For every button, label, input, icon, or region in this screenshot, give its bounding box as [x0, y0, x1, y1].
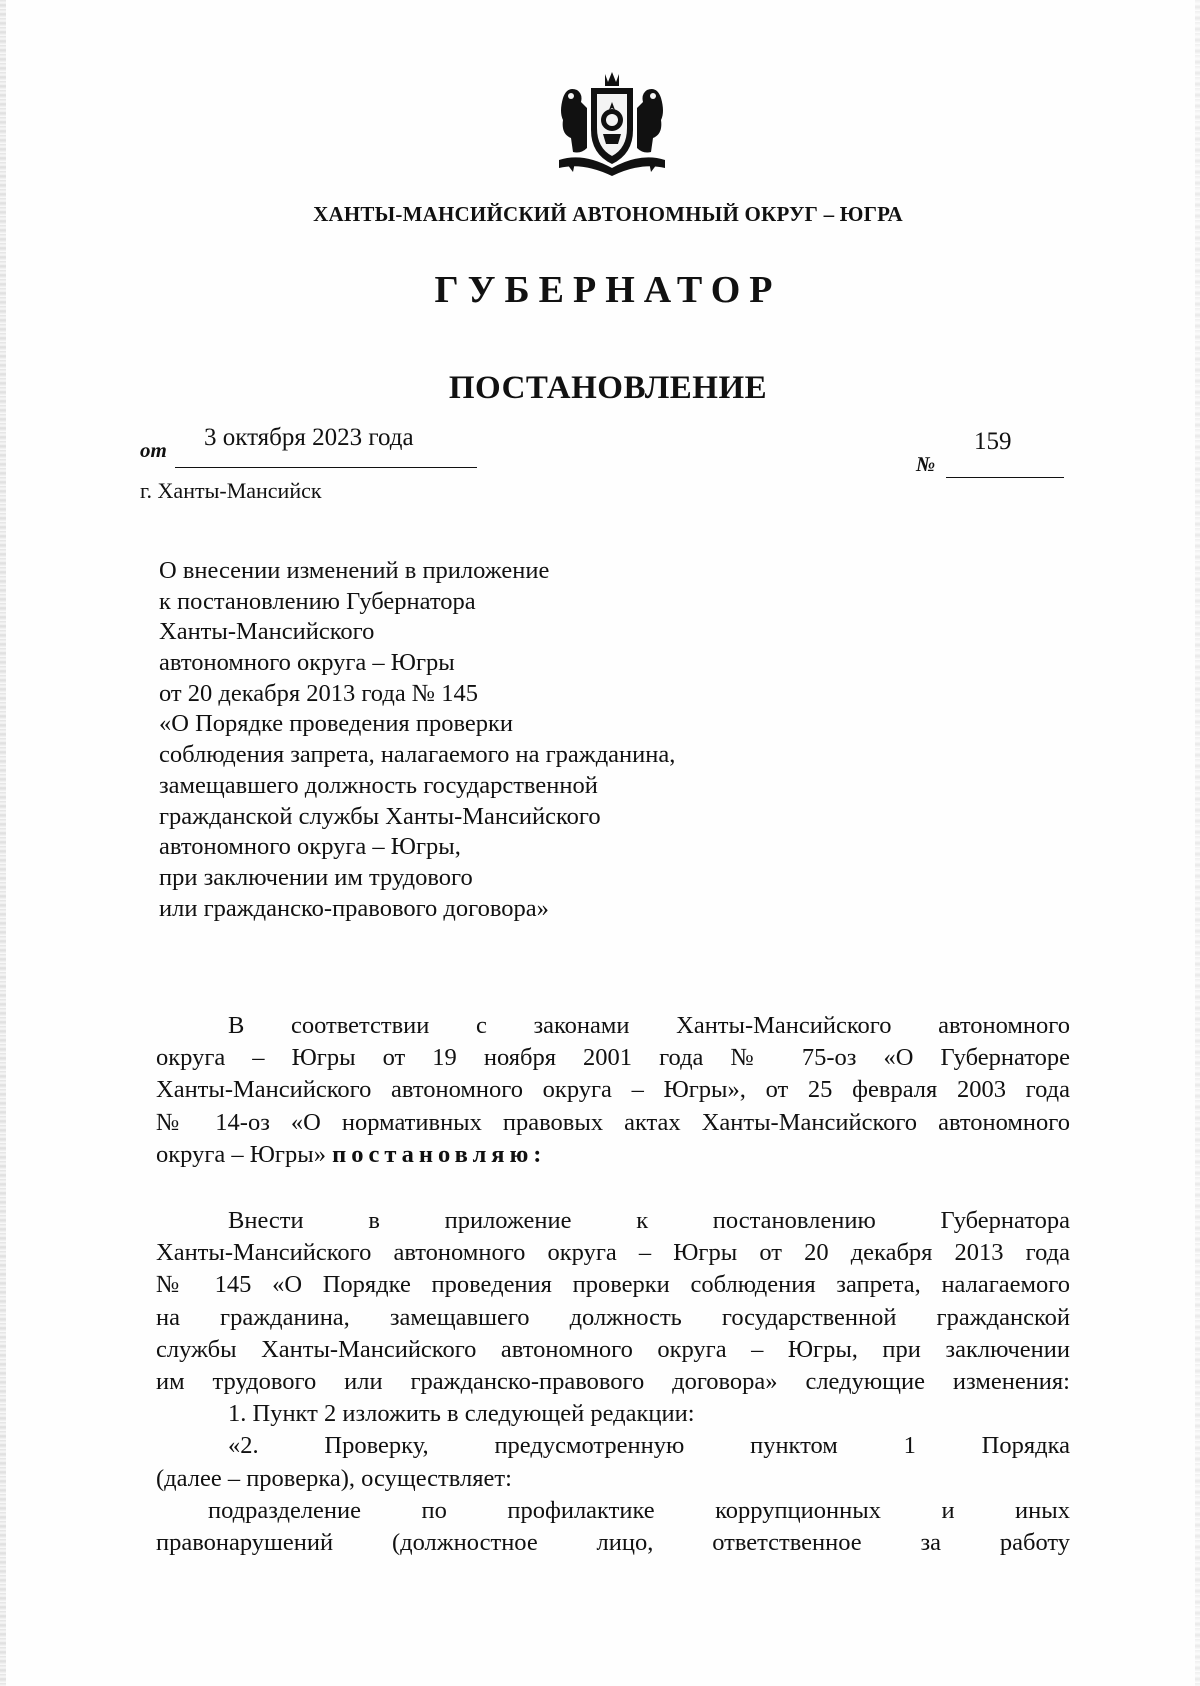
document-date: 3 октября 2023 года	[204, 424, 414, 451]
subject-line: к постановлению Губернатора	[159, 587, 476, 615]
subject-line: Ханты-Мансийского	[159, 618, 375, 646]
subject-line: соблюдения запрета, налагаемого на гражданина,	[159, 741, 676, 769]
preamble-last-line	[156, 1139, 1070, 1171]
item-line: 1. Пункт 2 изложить в следующей редакции:	[228, 1400, 695, 1428]
body-line: Ханты-Мансийского автономного округа – Югры от 20 декабря 2013 года	[156, 1239, 1070, 1267]
date-prefix: от	[140, 438, 167, 462]
subject-line: автономного округа – Югры	[159, 649, 455, 677]
subject-line: автономного округа – Югры,	[159, 833, 461, 861]
number-underline	[946, 477, 1064, 478]
subject-line: О внесении изменений в приложение	[159, 557, 550, 584]
main-paragraph	[156, 1205, 1070, 1559]
sub-line: подразделение по профилактике коррупционных и иных	[208, 1496, 1070, 1524]
region-header: ХАНТЫ-МАНСИЙСКИЙ АВТОНОМНЫЙ ОКРУГ – ЮГРА	[313, 202, 903, 226]
preamble-line: округа – Югры»	[156, 1140, 333, 1168]
subject-line: «О Порядке проведения проверки	[159, 710, 514, 738]
body-line: Внести в приложение к постановлению Губернатора	[228, 1207, 1070, 1234]
subject-line: замещавшего должность государственной	[159, 771, 598, 799]
document-number: 159	[974, 428, 1012, 455]
authority-title: ГУБЕРНАТОР	[434, 269, 782, 311]
decree-word: постановляю:	[332, 1140, 547, 1168]
body-line: № 145 «О Порядке проведения проверки соблюдения запрета, налагаемого	[156, 1271, 1070, 1299]
quote-line: (далее – проверка), осуществляет:	[156, 1464, 512, 1492]
document-type: ПОСТАНОВЛЕНИЕ	[448, 370, 768, 406]
date-underline	[175, 467, 477, 468]
subject-line: или гражданско-правового договора»	[159, 894, 549, 922]
number-prefix: №	[916, 452, 936, 476]
preamble-line: В соответствии с законами Ханты-Мансийского автономного	[228, 1012, 1070, 1039]
subject-line: гражданской службы Ханты-Мансийского	[159, 802, 601, 830]
body-line: службы Ханты-Мансийского автономного округа – Югры, при заключении	[156, 1335, 1070, 1363]
coat-of-arms-icon	[553, 68, 671, 180]
preamble-line: округа – Югры от 19 ноября 2001 года № 75-оз «О Губернаторе	[156, 1044, 1070, 1072]
subject-line: при заключении им трудового	[159, 863, 473, 891]
scan-edge-right	[1195, 0, 1200, 1686]
subject-line: от 20 декабря 2013 года № 145	[159, 679, 479, 707]
body-line: на гражданина, замещавшего должность государственной гражданской	[156, 1303, 1070, 1331]
document-city: г. Ханты-Мансийск	[140, 478, 322, 503]
preamble-line: № 14-оз «О нормативных правовых актах Ханты-Мансийского автономного	[156, 1108, 1070, 1136]
document-subject	[159, 556, 859, 924]
body-line: им трудового или гражданско-правового договора» следующие изменения:	[156, 1367, 1070, 1395]
preamble-paragraph	[156, 1010, 1070, 1171]
quote-line: «2. Проверку, предусмотренную пунктом 1 Порядка	[228, 1432, 1070, 1460]
scan-edge-left	[0, 0, 6, 1686]
sub-line: правонарушений (должностное лицо, ответственное за работу	[156, 1528, 1070, 1556]
preamble-line: Ханты-Мансийского автономного округа – Югры», от 25 февраля 2003 года	[156, 1076, 1070, 1104]
